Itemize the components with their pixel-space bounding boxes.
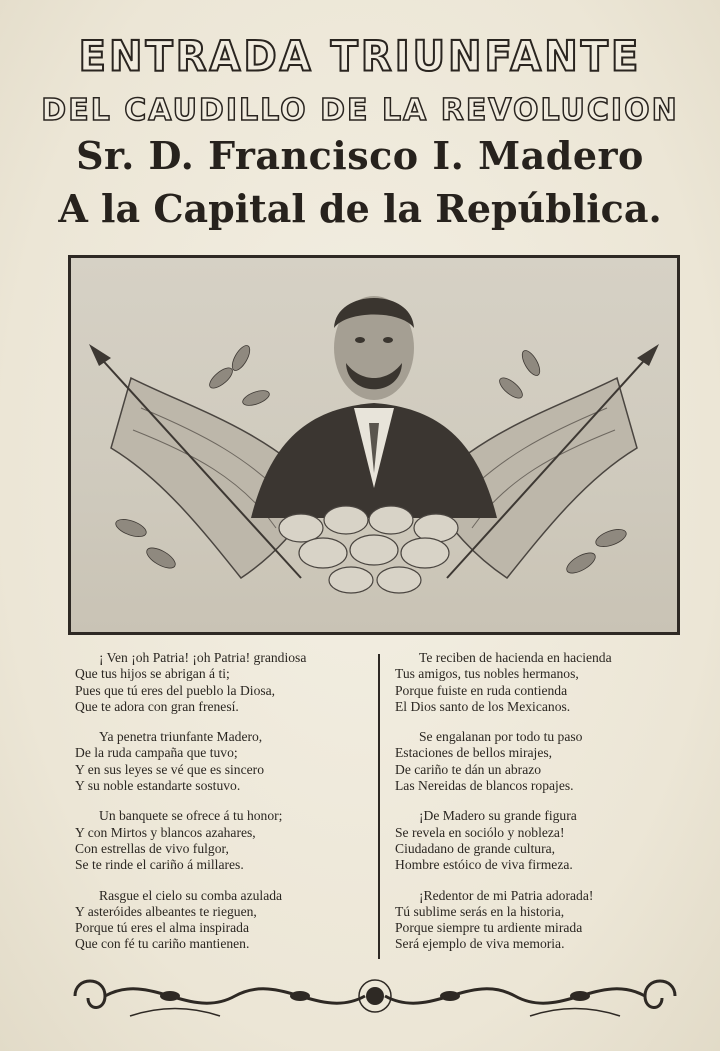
headline-entrada-triunfante: ENTRADA TRIUNFANTE [78, 32, 642, 82]
poem-line: Porque tú eres el alma inspirada [75, 920, 250, 936]
poem-line: ¡Redentor de mi Patria adorada! [419, 887, 594, 903]
headline-caudillo: DEL CAUDILLO DE LA REVOLUCION [41, 93, 679, 128]
poem-line: De la ruda campaña que tuvo; [75, 745, 238, 761]
poem-line: Hombre estóico de viva firmeza. [395, 857, 573, 873]
poem-line: Tus amigos, tus nobles hermanos, [395, 666, 579, 682]
portrait-engraving-icon [71, 258, 677, 632]
stanza [75, 808, 365, 873]
poem-line: Con estrellas de vivo fulgor, [75, 840, 229, 856]
stanza [395, 650, 685, 715]
stanza [395, 888, 685, 953]
poem-line: Las Nereidas de blancos ropajes. [395, 778, 574, 794]
poem-line: Te reciben de hacienda en hacienda [419, 650, 612, 665]
headline-capital: A la Capital de la República. [58, 186, 662, 231]
poem-line: Pues que tú eres del pueblo la Diosa, [75, 682, 276, 698]
poem-line: Se te rinde el cariño á millares. [75, 857, 244, 873]
poem-line: Se engalanan por todo tu paso [419, 729, 583, 745]
poem-line: ¡De Madero su grande figura [419, 808, 577, 824]
poem-line: Que con fé tu cariño mantienen. [75, 936, 250, 952]
stanza [75, 888, 365, 953]
portrait-frame [68, 255, 680, 635]
poem-line: De cariño te dán un abrazo [395, 761, 542, 777]
poem-column-right [395, 650, 685, 967]
stanza [395, 808, 685, 873]
poem-line: Tú sublime serás en la historia, [395, 903, 565, 919]
poem-line: Estaciones de bellos mirajes, [395, 745, 553, 761]
floral-border-ornament-icon [60, 966, 690, 1026]
poem-line: Y asteróides albeantes te rieguen, [75, 903, 257, 919]
poem-line: Y en sus leyes se vé que es sincero [75, 761, 264, 777]
poem-line: Se revela en sociólo y nobleza! [395, 824, 565, 840]
headline-madero: Sr. D. Francisco I. Madero [76, 133, 644, 178]
poem-line: Que te adora con gran frenesí. [75, 698, 239, 714]
poem-line: Porque fuiste en ruda contienda [395, 682, 568, 698]
poem-column-left [75, 650, 365, 967]
poem-line: Será ejemplo de viva memoria. [395, 936, 565, 952]
poem-line: Un banquete se ofrece á tu honor; [99, 808, 283, 824]
stanza [75, 729, 365, 794]
poem-line: El Dios santo de los Mexicanos. [395, 698, 571, 714]
poem-line: Rasgue el cielo su comba azulada [99, 887, 283, 903]
column-divider [378, 654, 380, 959]
poem-line: Ciudadano de grande cultura, [395, 840, 556, 856]
stanza [75, 650, 365, 715]
poem-line: Ya penetra triunfante Madero, [99, 729, 263, 745]
poem-columns [75, 650, 695, 962]
poem-line: Y con Mirtos y blancos azahares, [75, 824, 256, 840]
stanza [395, 729, 685, 794]
poem-line: Y su noble estandarte sostuvo. [75, 778, 241, 794]
poem-line: Porque siempre tu ardiente mirada [395, 920, 583, 936]
poem-line: ¡ Ven ¡oh Patria! ¡oh Patria! grandiosa [99, 650, 307, 665]
poem-line: Que tus hijos se abrigan á ti; [75, 666, 230, 682]
